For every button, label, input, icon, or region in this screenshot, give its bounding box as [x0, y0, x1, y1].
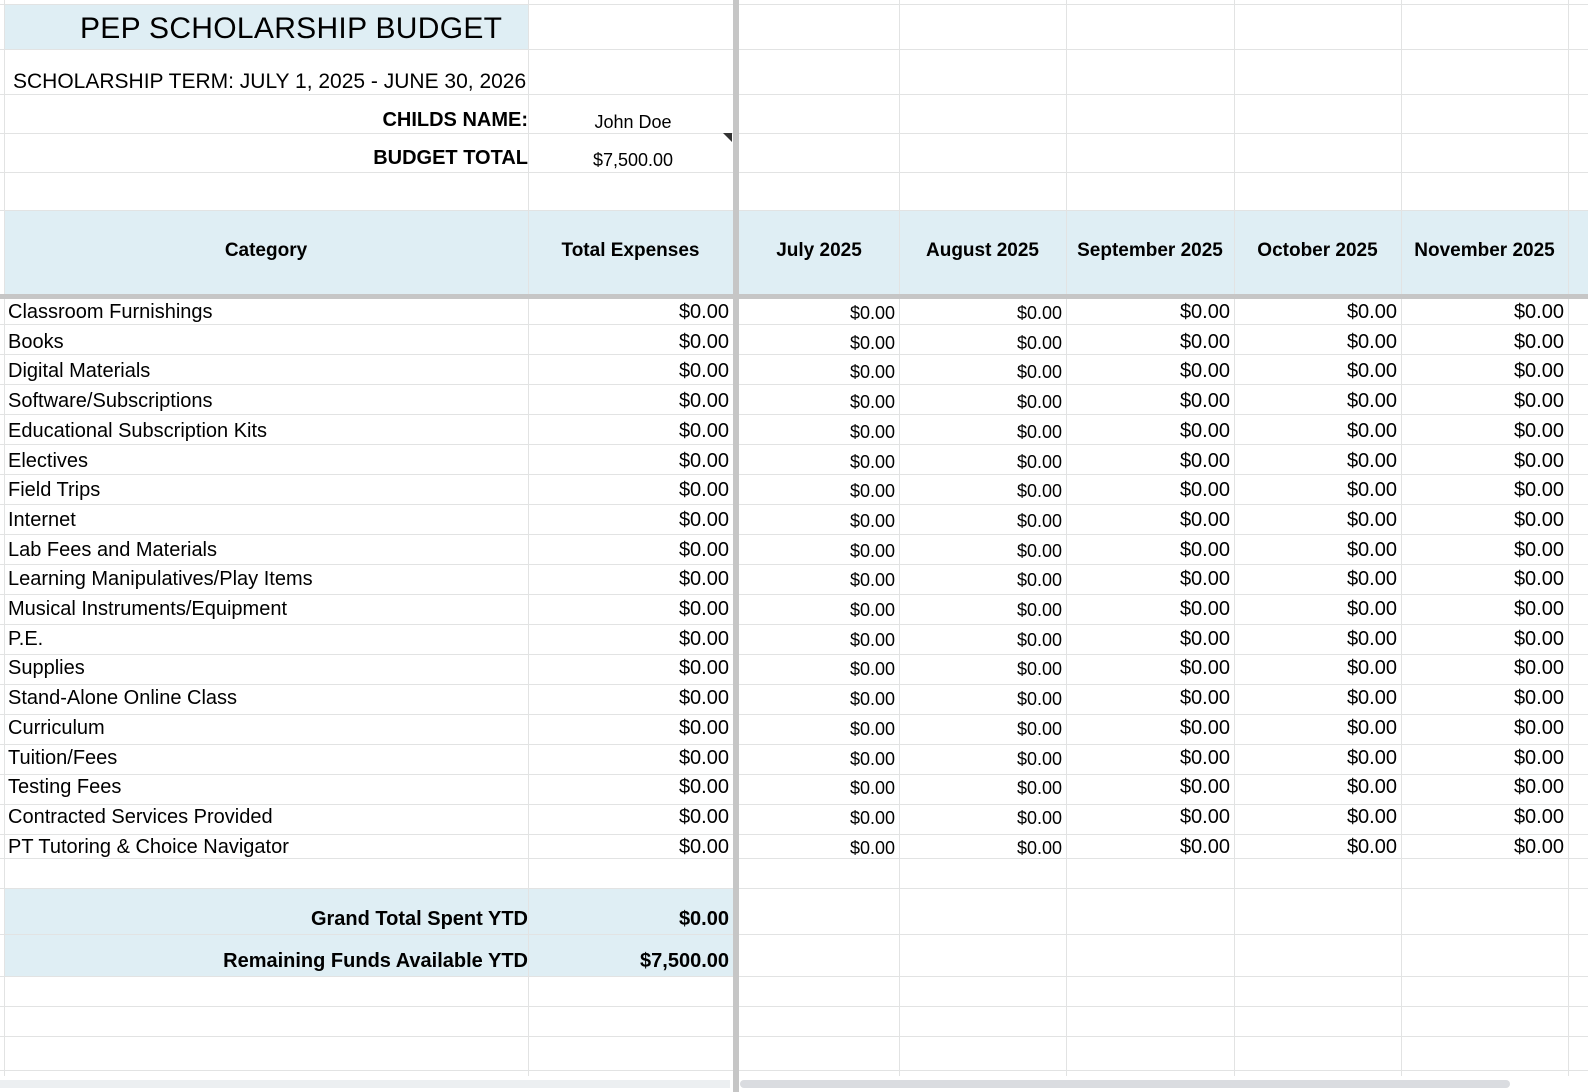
month-cell-october[interactable]: $0.00: [1346, 598, 1397, 620]
month-cell-october[interactable]: $0.00: [1346, 716, 1397, 739]
table-row: [0, 595, 1588, 625]
row-gridline: [0, 1036, 1588, 1037]
row-gridline: [0, 210, 1588, 211]
month-cell-july[interactable]: $0.00: [849, 718, 895, 739]
row-gridline: [0, 976, 1588, 977]
month-cell-october[interactable]: $0.00: [1346, 508, 1397, 531]
frozen-scroll-track: [0, 1080, 730, 1088]
month-cell-august[interactable]: $0.00: [1016, 451, 1062, 472]
month-cell-november[interactable]: $0.00: [1513, 805, 1564, 828]
table-row: [0, 684, 1588, 714]
month-cell-august[interactable]: $0.00: [1016, 510, 1062, 531]
row-gridline: [0, 4, 1588, 5]
month-cell-august[interactable]: $0.00: [1016, 570, 1062, 591]
category-cell[interactable]: Testing Fees: [8, 776, 122, 799]
row-gridline: [0, 1070, 1588, 1071]
month-cell-november[interactable]: $0.00: [1513, 390, 1564, 413]
total-expenses-cell[interactable]: $0.00: [678, 746, 729, 769]
total-expenses-cell[interactable]: $0.00: [678, 301, 729, 323]
category-cell[interactable]: Electives: [8, 449, 89, 472]
month-cell-september[interactable]: $0.00: [1179, 657, 1230, 680]
row-gridline: [0, 934, 1588, 935]
month-cell-october[interactable]: $0.00: [1346, 776, 1397, 799]
month-cell-october[interactable]: $0.00: [1346, 390, 1397, 413]
month-cell-september[interactable]: $0.00: [1179, 687, 1230, 710]
table-row: [0, 298, 1588, 328]
child-name-label[interactable]: CHILDS NAME:: [382, 109, 528, 131]
month-cell-november[interactable]: $0.00: [1513, 419, 1564, 442]
total-expenses-cell[interactable]: $0.00: [678, 479, 729, 502]
total-expenses-cell[interactable]: $0.00: [678, 657, 729, 680]
category-cell[interactable]: Musical Instruments/Equipment: [8, 598, 288, 620]
table-row: [0, 536, 1588, 566]
category-cell[interactable]: Learning Manipulatives/Play Items: [8, 568, 313, 591]
month-cell-october[interactable]: $0.00: [1346, 479, 1397, 502]
month-cell-november[interactable]: $0.00: [1513, 301, 1564, 323]
month-cell-july[interactable]: $0.00: [849, 332, 895, 353]
month-cell-october[interactable]: $0.00: [1346, 657, 1397, 680]
total-expenses-cell[interactable]: $0.00: [678, 716, 729, 739]
month-cell-september[interactable]: $0.00: [1179, 776, 1230, 799]
header-month-september[interactable]: September 2025: [1077, 240, 1223, 261]
category-cell[interactable]: Books: [8, 330, 64, 353]
category-cell[interactable]: Contracted Services Provided: [8, 805, 273, 828]
child-name-value[interactable]: John Doe: [594, 112, 672, 132]
month-cell-october[interactable]: $0.00: [1346, 330, 1397, 353]
month-cell-october[interactable]: $0.00: [1346, 360, 1397, 383]
month-cell-september[interactable]: $0.00: [1179, 538, 1230, 561]
row-gridline: [0, 172, 1588, 173]
month-cell-august[interactable]: $0.00: [1016, 540, 1062, 561]
header-month-august[interactable]: August 2025: [926, 240, 1039, 261]
header-month-july[interactable]: July 2025: [776, 240, 862, 261]
category-cell[interactable]: PT Tutoring & Choice Navigator: [8, 835, 289, 858]
month-cell-july[interactable]: $0.00: [849, 778, 895, 799]
month-cell-july[interactable]: $0.00: [849, 629, 895, 650]
total-expenses-cell[interactable]: $0.00: [678, 568, 729, 591]
header-month-october[interactable]: October 2025: [1257, 240, 1378, 261]
table-row: [0, 506, 1588, 536]
month-cell-november[interactable]: $0.00: [1513, 835, 1564, 858]
row-gridline: [0, 49, 1588, 50]
month-cell-august[interactable]: $0.00: [1016, 659, 1062, 680]
month-cell-november[interactable]: $0.00: [1513, 360, 1564, 383]
month-cell-october[interactable]: $0.00: [1346, 449, 1397, 472]
month-cell-november[interactable]: $0.00: [1513, 538, 1564, 561]
month-cell-july[interactable]: $0.00: [849, 600, 895, 620]
budget-total-value[interactable]: $7,500.00: [592, 150, 674, 170]
month-cell-november[interactable]: $0.00: [1513, 330, 1564, 353]
month-cell-july[interactable]: $0.00: [849, 303, 895, 323]
month-cell-september[interactable]: $0.00: [1179, 390, 1230, 413]
month-cell-october[interactable]: $0.00: [1346, 301, 1397, 323]
month-cell-september[interactable]: $0.00: [1179, 330, 1230, 353]
header-month-november[interactable]: November 2025: [1414, 240, 1555, 261]
header-category[interactable]: Category: [224, 240, 308, 261]
month-cell-july[interactable]: $0.00: [849, 392, 895, 413]
total-expenses-cell[interactable]: $0.00: [678, 538, 729, 561]
month-cell-november[interactable]: $0.00: [1513, 508, 1564, 531]
sheet-title[interactable]: PEP SCHOLARSHIP BUDGET: [80, 12, 503, 45]
month-cell-july[interactable]: $0.00: [849, 451, 895, 472]
month-cell-september[interactable]: $0.00: [1179, 835, 1230, 858]
month-cell-july[interactable]: $0.00: [849, 659, 895, 680]
month-cell-july[interactable]: $0.00: [849, 481, 895, 502]
month-cell-august[interactable]: $0.00: [1016, 392, 1062, 413]
total-expenses-cell[interactable]: $0.00: [678, 360, 729, 383]
grand-total-label[interactable]: Grand Total Spent YTD: [310, 908, 528, 930]
table-row: [0, 328, 1588, 358]
month-cell-august[interactable]: $0.00: [1016, 807, 1062, 828]
total-expenses-cell[interactable]: $0.00: [678, 419, 729, 442]
month-cell-september[interactable]: $0.00: [1179, 627, 1230, 650]
table-row: [0, 625, 1588, 655]
month-cell-september[interactable]: $0.00: [1179, 746, 1230, 769]
table-row: [0, 773, 1588, 803]
header-total-expenses[interactable]: Total Expenses: [561, 240, 700, 261]
month-cell-october[interactable]: $0.00: [1346, 805, 1397, 828]
month-cell-november[interactable]: $0.00: [1513, 568, 1564, 591]
category-cell[interactable]: Tuition/Fees: [8, 746, 118, 769]
table-row: [0, 803, 1588, 833]
month-cell-november[interactable]: $0.00: [1513, 598, 1564, 620]
horizontal-scrollbar[interactable]: [740, 1080, 1510, 1088]
month-cell-august[interactable]: $0.00: [1016, 332, 1062, 353]
category-cell[interactable]: Educational Subscription Kits: [8, 419, 268, 442]
month-cell-november[interactable]: $0.00: [1513, 449, 1564, 472]
month-cell-november[interactable]: $0.00: [1513, 687, 1564, 710]
dropdown-corner-icon[interactable]: [723, 133, 732, 142]
month-cell-november[interactable]: $0.00: [1513, 479, 1564, 502]
month-cell-september[interactable]: $0.00: [1179, 479, 1230, 502]
month-cell-september[interactable]: $0.00: [1179, 419, 1230, 442]
total-expenses-cell[interactable]: $0.00: [678, 835, 729, 858]
month-cell-july[interactable]: $0.00: [849, 510, 895, 531]
month-cell-july[interactable]: $0.00: [849, 540, 895, 561]
total-expenses-cell[interactable]: $0.00: [678, 805, 729, 828]
total-expenses-cell[interactable]: $0.00: [678, 776, 729, 799]
month-cell-august[interactable]: $0.00: [1016, 629, 1062, 650]
month-cell-october[interactable]: $0.00: [1346, 687, 1397, 710]
month-cell-october[interactable]: $0.00: [1346, 419, 1397, 442]
total-expenses-cell[interactable]: $0.00: [678, 687, 729, 710]
month-cell-august[interactable]: $0.00: [1016, 718, 1062, 739]
month-cell-october[interactable]: $0.00: [1346, 627, 1397, 650]
month-cell-september[interactable]: $0.00: [1179, 805, 1230, 828]
remaining-funds-value[interactable]: $7,500.00: [640, 950, 729, 972]
row-gridline: [0, 888, 1588, 889]
category-cell[interactable]: Lab Fees and Materials: [8, 538, 218, 561]
row-gridline: [0, 94, 1588, 95]
month-cell-august[interactable]: $0.00: [1016, 481, 1062, 502]
month-cell-august[interactable]: $0.00: [1016, 778, 1062, 799]
table-row: [0, 565, 1588, 595]
month-cell-november[interactable]: $0.00: [1513, 627, 1564, 650]
scholarship-term[interactable]: SCHOLARSHIP TERM: JULY 1, 2025 - JUNE 30, 2026: [13, 70, 527, 93]
month-cell-july[interactable]: $0.00: [849, 421, 895, 442]
row-gridline: [0, 1006, 1588, 1007]
month-cell-august[interactable]: $0.00: [1016, 689, 1062, 710]
row-gridline: [0, 133, 1588, 134]
category-cell[interactable]: Stand-Alone Online Class: [8, 687, 238, 710]
table-row: [0, 417, 1588, 447]
total-expenses-cell[interactable]: $0.00: [678, 390, 729, 413]
table-row: [0, 714, 1588, 744]
month-cell-august[interactable]: $0.00: [1016, 303, 1062, 323]
month-cell-august[interactable]: $0.00: [1016, 421, 1062, 442]
table-row: [0, 654, 1588, 684]
month-cell-july[interactable]: $0.00: [849, 689, 895, 710]
remaining-funds-label[interactable]: Remaining Funds Available YTD: [223, 950, 528, 972]
month-cell-november[interactable]: $0.00: [1513, 746, 1564, 769]
category-cell[interactable]: Classroom Furnishings: [8, 301, 213, 323]
total-expenses-cell[interactable]: $0.00: [678, 627, 729, 650]
category-cell[interactable]: Supplies: [8, 657, 85, 680]
table-row: [0, 744, 1588, 774]
category-cell[interactable]: Internet: [8, 508, 76, 531]
month-cell-july[interactable]: $0.00: [849, 807, 895, 828]
month-cell-september[interactable]: $0.00: [1179, 716, 1230, 739]
month-cell-november[interactable]: $0.00: [1513, 776, 1564, 799]
month-cell-october[interactable]: $0.00: [1346, 746, 1397, 769]
month-cell-september[interactable]: $0.00: [1179, 360, 1230, 383]
table-row: [0, 387, 1588, 417]
category-cell[interactable]: Software/Subscriptions: [8, 390, 213, 413]
month-cell-september[interactable]: $0.00: [1179, 598, 1230, 620]
table-row: [0, 476, 1588, 506]
category-cell[interactable]: Curriculum: [8, 716, 105, 739]
grand-total-value[interactable]: $0.00: [678, 908, 729, 930]
table-row: [0, 447, 1588, 477]
table-row: [0, 357, 1588, 387]
month-cell-july[interactable]: $0.00: [849, 362, 895, 383]
month-cell-september[interactable]: $0.00: [1179, 568, 1230, 591]
month-cell-august[interactable]: $0.00: [1016, 600, 1062, 620]
budget-total-label[interactable]: BUDGET TOTAL: [373, 147, 528, 169]
total-expenses-cell[interactable]: $0.00: [678, 598, 729, 620]
month-cell-october[interactable]: $0.00: [1346, 538, 1397, 561]
month-cell-october[interactable]: $0.00: [1346, 568, 1397, 591]
month-cell-july[interactable]: $0.00: [849, 748, 895, 769]
month-cell-november[interactable]: $0.00: [1513, 657, 1564, 680]
total-expenses-cell[interactable]: $0.00: [678, 330, 729, 353]
month-cell-august[interactable]: $0.00: [1016, 748, 1062, 769]
month-cell-september[interactable]: $0.00: [1179, 508, 1230, 531]
total-expenses-cell[interactable]: $0.00: [678, 449, 729, 472]
category-cell[interactable]: Digital Materials: [8, 360, 151, 383]
month-cell-july[interactable]: $0.00: [849, 837, 895, 858]
month-cell-october[interactable]: $0.00: [1346, 835, 1397, 858]
category-cell[interactable]: Field Trips: [8, 479, 101, 502]
month-cell-august[interactable]: $0.00: [1016, 837, 1062, 858]
month-cell-september[interactable]: $0.00: [1179, 301, 1230, 323]
month-cell-august[interactable]: $0.00: [1016, 362, 1062, 383]
month-cell-july[interactable]: $0.00: [849, 570, 895, 591]
category-cell[interactable]: P.E.: [8, 627, 44, 650]
month-cell-november[interactable]: $0.00: [1513, 716, 1564, 739]
table-row: [0, 833, 1588, 863]
total-expenses-cell[interactable]: $0.00: [678, 508, 729, 531]
month-cell-september[interactable]: $0.00: [1179, 449, 1230, 472]
